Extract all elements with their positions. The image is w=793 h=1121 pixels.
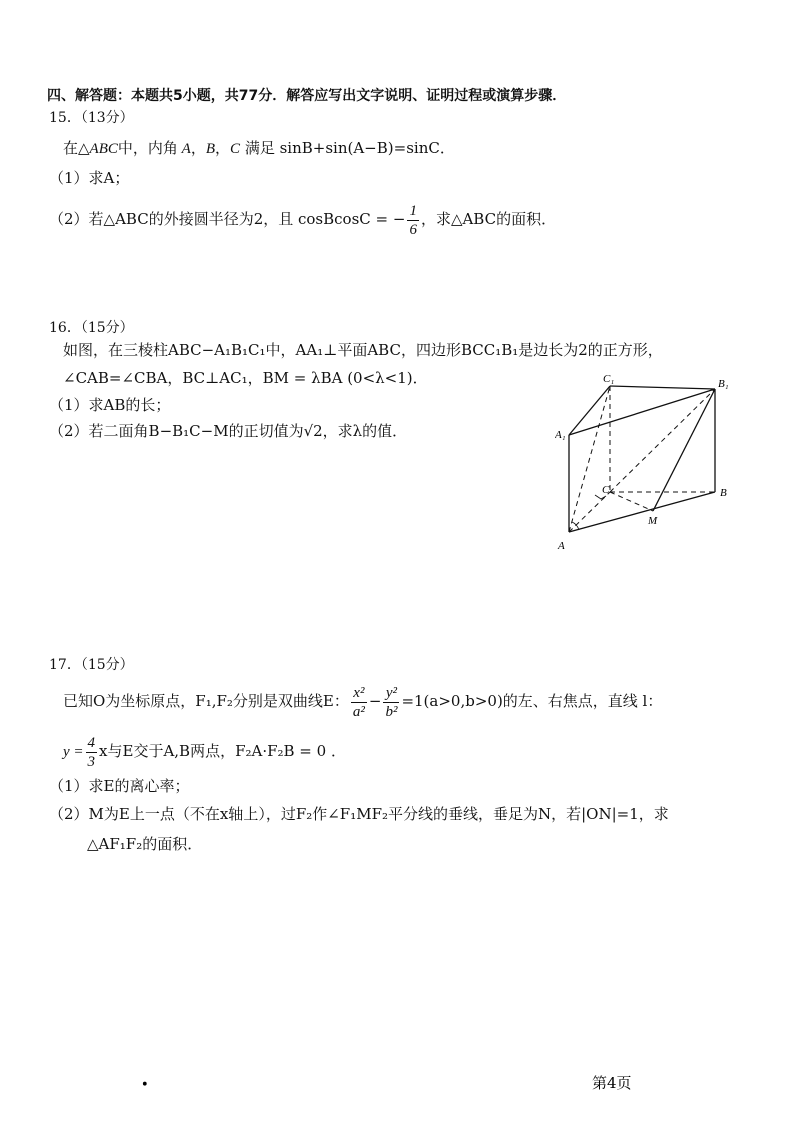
label-a: A [558, 540, 565, 552]
label-a1: A₁ [555, 429, 566, 441]
label-c: C [602, 484, 610, 496]
label-b1: B₁ [718, 378, 729, 390]
edge-cm [610, 492, 653, 511]
q15-number: 15．（13分） [49, 110, 134, 126]
q16-part2: （2）若二面角B−B₁C−M的正切值为√2，求λ的值． [49, 422, 408, 440]
q15-stem-cond: 满足 sinB+sin(A−B)=sinC． [244, 139, 455, 157]
q17-stem1-prefix: 已知O为坐标原点，F₁,F₂分别是双曲线E： [63, 692, 349, 710]
footer-left-mark: ꞏ [142, 1074, 148, 1095]
q17-frac-slope-den: 3 [87, 753, 96, 770]
edge-ab [569, 492, 715, 532]
q17-part1: （1）求E的离心率； [49, 777, 190, 795]
edge-ac1 [569, 386, 610, 532]
q15-stem-prefix: 在△ [63, 139, 90, 157]
edge-b1m [653, 389, 715, 511]
q17-frac-y-den: b² [385, 703, 398, 720]
q17-stem-line2 [63, 728, 346, 774]
q17-frac-x [351, 684, 367, 721]
q17-frac-y-num: y² [383, 684, 399, 703]
section-header: 四、解答题：本题共5小题，共77分．解答应写出文字说明、证明过程或演算步骤． [47, 88, 567, 104]
q15-stem-mid: 中，内角 [117, 139, 178, 157]
footer-page-number: 第4页 [592, 1074, 632, 1092]
q15-stem: 在△ABC中，内角 A，B，C 满足 sinB+sin(A−B)=sinC． [63, 139, 455, 157]
q17-minus: − [368, 692, 382, 710]
edge-c1b1 [610, 386, 715, 389]
q15-part2-suffix: ，求△ABC的面积． [420, 210, 557, 228]
label-b: B [720, 487, 727, 499]
q15-frac-num: 1 [409, 202, 417, 219]
q17-stem2-prefix: y = [63, 744, 84, 760]
q17-frac-y [383, 684, 399, 721]
q17-frac-x-num: x² [351, 684, 367, 703]
q16-stem-line2: ∠CAB=∠CBA，BC⊥AC₁，BM = λBA (0<λ<1)． [63, 369, 428, 387]
q17-part2-line1: （2）M为E上一点（不在x轴上），过F₂作∠F₁MF₂平分线的垂线，垂足为N，若|ON|=1，求 [49, 805, 669, 823]
q17-frac-slope-num: 4 [87, 734, 96, 751]
q15-part2 [49, 196, 556, 242]
q15-part2-prefix: （2）若△ABC的外接圆半径为2，且 cosBcosC = − [49, 210, 406, 228]
q17-number: 17．（15分） [49, 657, 134, 673]
q17-stem-line1 [63, 678, 662, 724]
edge-a1c1 [569, 386, 610, 435]
q16-stem-line1: 如图，在三棱柱ABC−A₁B₁C₁中，AA₁⊥平面ABC，四边形BCC₁B₁是边长为2的正方形， [63, 341, 663, 359]
q17-frac-x-den: a² [352, 703, 365, 720]
q17-stem1-suffix: =1(a>0,b>0)的左、右焦点，直线 l： [401, 692, 663, 710]
label-c1: C₁ [603, 373, 615, 385]
label-m: M [648, 515, 658, 527]
q17-frac-slope [86, 734, 98, 771]
q15-part1: （1）求A； [49, 169, 130, 187]
q16-part1: （1）求AB的长； [49, 396, 171, 414]
q17-stem2-suffix: x与E交于A,B两点，F₂A·F₂B = 0 ． [99, 742, 346, 760]
q16-number: 16．（15分） [49, 320, 134, 336]
q15-fraction [407, 202, 419, 239]
edge-cb1 [610, 389, 715, 492]
q17-part2-line2: △AF₁F₂的面积． [87, 835, 203, 853]
q15-frac-den: 6 [409, 221, 417, 238]
prism-figure [555, 372, 745, 557]
q15-stem-abc: ABC [89, 141, 118, 157]
edge-a1b1 [569, 389, 715, 435]
